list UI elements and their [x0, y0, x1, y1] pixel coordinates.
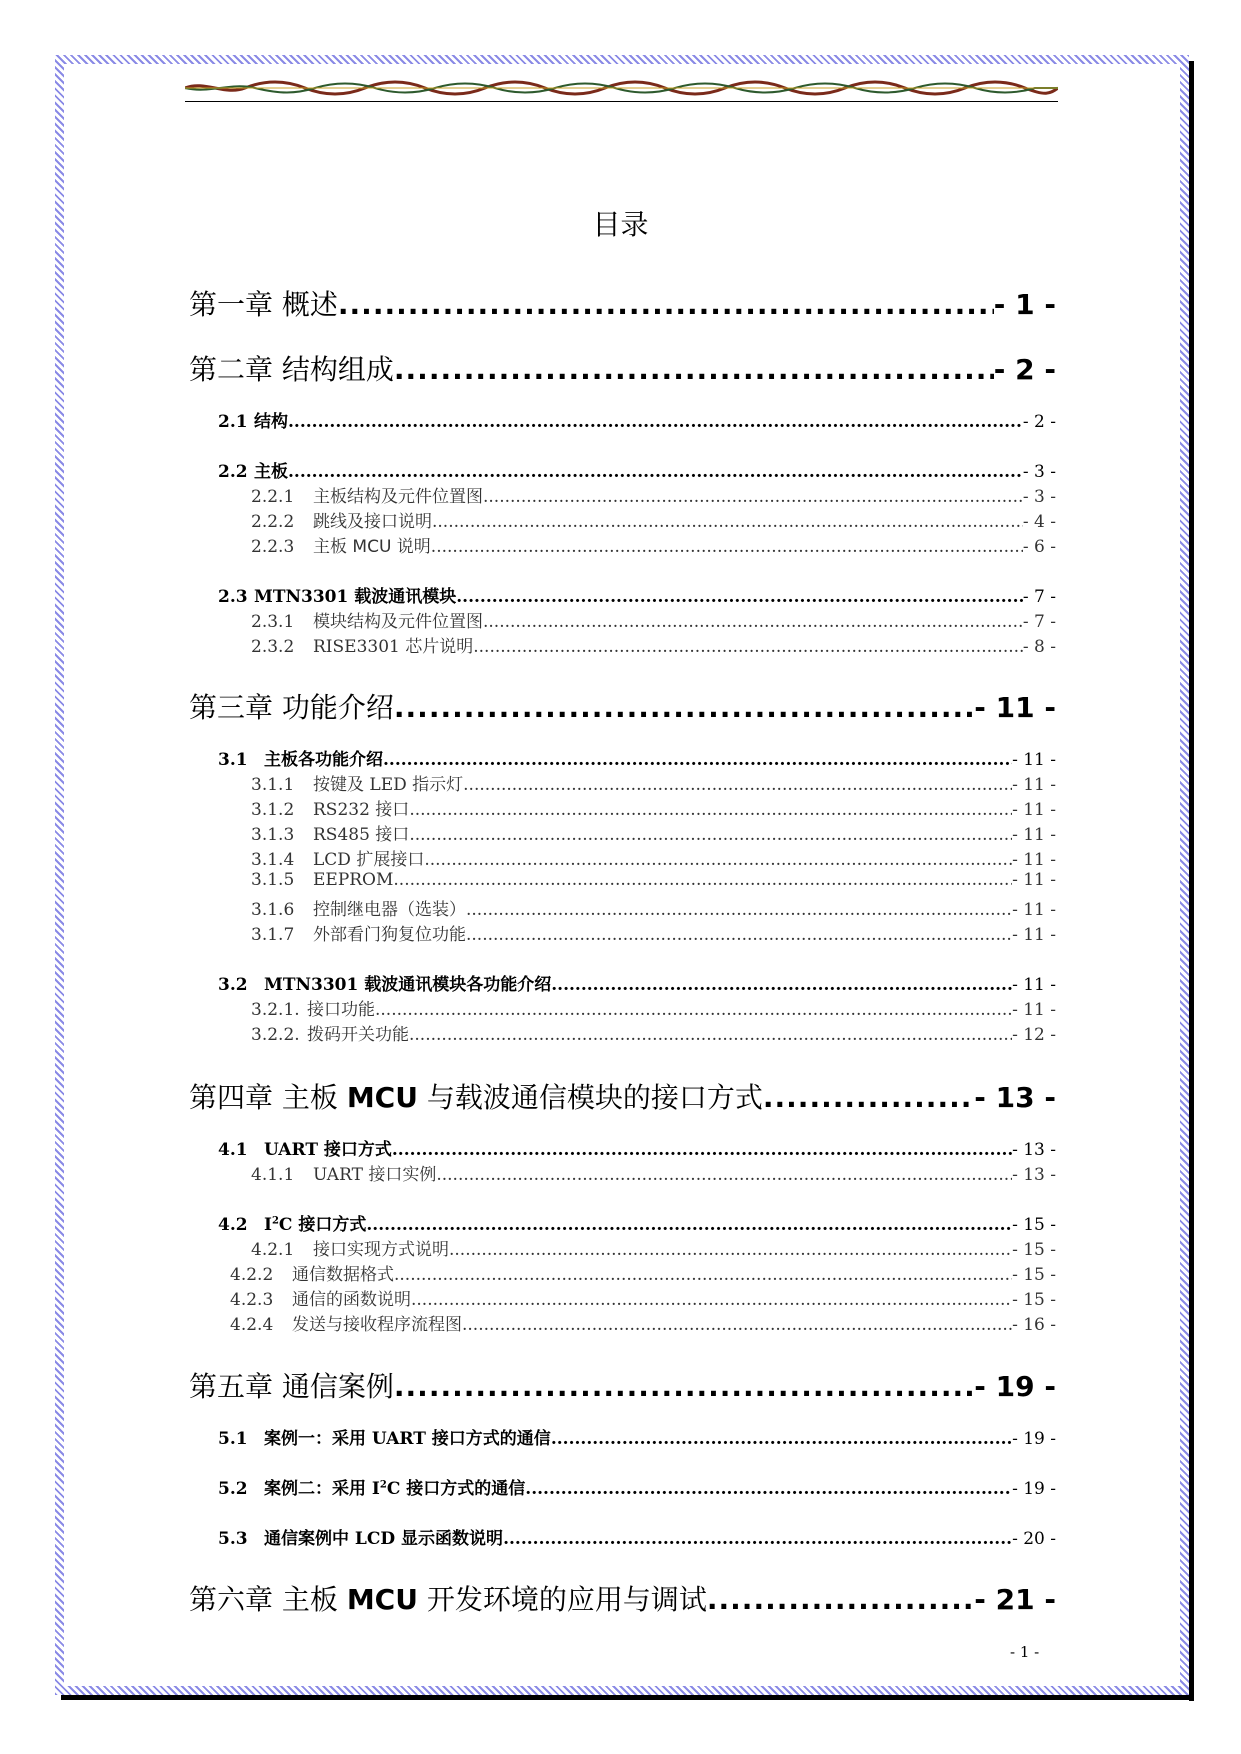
section-page: - 19 - [1012, 1479, 1056, 1499]
dot-leader [394, 691, 974, 724]
dot-leader [707, 1583, 974, 1616]
dot-leader [551, 1429, 1012, 1449]
subsection-title: 发送与接收程序流程图 [292, 1315, 462, 1335]
subsection-page: - 11 - [1012, 850, 1056, 870]
subsection-title: LCD 扩展接口 [313, 850, 425, 870]
page-border-shadow-bottom [61, 1695, 1194, 1700]
chapter-title: 第二章 结构组成 [189, 353, 394, 386]
subsection-title-mcu: MCU [352, 537, 392, 557]
subsection-page: - 11 - [1012, 1000, 1056, 1020]
subsection-title: UART 接口实例 [313, 1165, 437, 1185]
subsection-page: - 11 - [1012, 925, 1056, 945]
chapter-page: - 11 - [974, 691, 1056, 724]
subsection-page: - 11 - [1012, 870, 1056, 890]
dot-leader [394, 353, 994, 386]
subsection-number: 3.1.4 [251, 850, 295, 870]
subsection-title: 模块结构及元件位置图 [313, 612, 483, 632]
dot-leader [503, 1529, 1012, 1549]
toc-section-5-3[interactable] [218, 1524, 1056, 1549]
subsection-title: RS232 接口 [313, 800, 410, 820]
subsection-page: - 11 - [1012, 800, 1056, 820]
dot-leader [288, 412, 1023, 432]
dot-leader [431, 537, 1023, 557]
dot-leader [366, 1215, 1012, 1235]
section-page: - 2 - [1022, 412, 1056, 432]
toc-subsection-2-3-2[interactable] [251, 632, 1056, 657]
subsection-number: 4.2.4 [230, 1315, 274, 1335]
subsection-title: 拨码开关功能 [307, 1025, 409, 1045]
section-number: 5.3 [218, 1529, 248, 1549]
subsection-title: 通信数据格式 [292, 1265, 394, 1285]
subsection-title: 按键及 LED 指示灯 [313, 775, 464, 795]
section-number: 2.2 [218, 462, 248, 482]
dot-leader [436, 1165, 1012, 1185]
toc-subsection-3-1-6[interactable] [251, 895, 1056, 920]
subsection-number: 3.1.2 [251, 800, 295, 820]
dot-leader [483, 612, 1023, 632]
subsection-title: 接口实现方式说明 [313, 1240, 449, 1260]
toc-subsection-3-2-2[interactable] [251, 1020, 1056, 1045]
subsection-title: RS485 接口 [313, 825, 410, 845]
dot-leader [432, 512, 1023, 532]
subsection-page: - 3 - [1022, 487, 1056, 507]
toc-chapter-3[interactable] [189, 686, 1056, 726]
toc-subsection-3-1-3[interactable] [251, 820, 1056, 845]
dot-leader [392, 1140, 1012, 1160]
section-title: 结构 [254, 412, 288, 432]
section-number: 3.2 [218, 975, 248, 995]
section-title: 通信案例中 LCD 显示函数说明 [264, 1529, 504, 1549]
subsection-title: EEPROM [313, 870, 394, 890]
section-number: 5.2 [218, 1479, 248, 1499]
subsection-title-suffix: 说明 [396, 537, 431, 557]
chapter-title: 第一章 概述 [189, 288, 338, 321]
toc-subsection-2-2-3[interactable] [251, 532, 1056, 557]
toc-subsection-3-1-1[interactable] [251, 770, 1056, 795]
toc-chapter-5[interactable] [189, 1365, 1056, 1405]
dot-leader [551, 975, 1012, 995]
toc-chapter-4[interactable] [189, 1076, 1056, 1116]
section-title: I [264, 1215, 272, 1235]
subsection-page: - 6 - [1022, 537, 1056, 557]
subsection-page: - 13 - [1012, 1165, 1056, 1185]
dot-leader [466, 900, 1012, 920]
subsection-page: - 4 - [1022, 512, 1056, 532]
subsection-title: RISE3301 芯片说明 [313, 637, 474, 657]
subsection-number: 2.2.1 [251, 487, 295, 507]
subsection-number: 3.1.5 [251, 870, 295, 890]
section-title-suffix: C 接口方式 [278, 1215, 367, 1235]
dot-leader [409, 825, 1012, 845]
toc-section-4-1[interactable] [218, 1135, 1056, 1160]
subsection-number: 3.1.6 [251, 900, 295, 920]
subsection-page: - 15 - [1012, 1265, 1056, 1285]
toc-subsection-3-2-1[interactable] [251, 995, 1056, 1020]
subsection-page: - 11 - [1012, 825, 1056, 845]
subsection-title: 通信的函数说明 [292, 1290, 411, 1310]
subsection-number: 3.1.1 [251, 775, 295, 795]
subsection-number: 4.1.1 [251, 1165, 295, 1185]
chapter-title: 第四章 主板 [189, 1081, 338, 1114]
dot-leader [483, 487, 1023, 507]
toc-subsection-4-2-2[interactable] [230, 1260, 1056, 1285]
dot-leader [394, 1370, 974, 1403]
subsection-number: 2.2.3 [251, 537, 295, 557]
dot-leader [466, 925, 1012, 945]
dot-leader [394, 1265, 1012, 1285]
section-page: - 20 - [1012, 1529, 1056, 1549]
subsection-title: 外部看门狗复位功能 [313, 925, 466, 945]
dot-leader [383, 750, 1012, 770]
subsection-page: - 11 - [1012, 775, 1056, 795]
toc-section-2-2[interactable] [218, 457, 1056, 482]
chapter-title: 第六章 主板 [189, 1583, 338, 1616]
toc-subsection-4-2-1[interactable] [251, 1235, 1056, 1260]
subsection-number: 3.1.7 [251, 925, 295, 945]
section-number: 3.1 [218, 750, 248, 770]
subsection-number: 2.3.1 [251, 612, 295, 632]
section-number: 4.1 [218, 1140, 248, 1160]
toc-title: 目录 [592, 208, 649, 241]
dot-leader [449, 1240, 1012, 1260]
section-page: - 15 - [1012, 1215, 1056, 1235]
subsection-number: 4.2.1 [251, 1240, 295, 1260]
section-page: - 19 - [1012, 1429, 1056, 1449]
subsection-number: 3.2.2. [251, 1025, 300, 1045]
section-page: - 11 - [1012, 750, 1056, 770]
section-title: 案例二：采用 I [264, 1479, 380, 1499]
subsection-number: 4.2.3 [230, 1290, 274, 1310]
chapter-title: 第三章 功能介绍 [189, 691, 394, 724]
dot-leader [409, 800, 1012, 820]
section-page: - 13 - [1012, 1140, 1056, 1160]
toc-section-2-3[interactable] [218, 582, 1056, 607]
subsection-page: - 15 - [1012, 1290, 1056, 1310]
chapter-title-mcu: MCU [346, 1081, 418, 1114]
toc-chapter-6[interactable] [189, 1578, 1056, 1618]
dot-leader [411, 1290, 1012, 1310]
toc-section-3-2[interactable] [218, 970, 1056, 995]
section-number: 5.1 [218, 1429, 248, 1449]
toc-subsection-3-1-5[interactable] [251, 870, 1056, 890]
subsection-page: - 8 - [1022, 637, 1056, 657]
dot-leader [763, 1081, 974, 1114]
toc-chapter-1[interactable] [189, 283, 1056, 323]
section-title: 主板各功能介绍 [264, 750, 383, 770]
subsection-number: 2.2.2 [251, 512, 295, 532]
toc-subsection-4-2-4[interactable] [230, 1310, 1056, 1335]
toc-subsection-4-1-1[interactable] [251, 1160, 1056, 1185]
page-number: - 1 - [1010, 1643, 1040, 1661]
subsection-page: - 11 - [1012, 900, 1056, 920]
subsection-page: - 12 - [1012, 1025, 1056, 1045]
subsection-title: 跳线及接口说明 [313, 512, 432, 532]
toc-chapter-2[interactable] [189, 348, 1056, 388]
subsection-title: 主板 [313, 537, 347, 557]
section-number: 2.1 [218, 412, 248, 432]
page-border-shadow-right [1189, 61, 1194, 1701]
section-title: 案例一：采用 UART 接口方式的通信 [264, 1429, 551, 1449]
toc-subsection-3-1-2[interactable] [251, 795, 1056, 820]
subsection-number: 4.2.2 [230, 1265, 274, 1285]
toc-section-5-2[interactable] [218, 1474, 1056, 1499]
dot-leader [375, 1000, 1012, 1020]
section-title-suffix: C 接口方式的通信 [386, 1479, 526, 1499]
dot-leader [462, 1315, 1012, 1335]
toc-subsection-2-3-1[interactable] [251, 607, 1056, 632]
toc-subsection-2-2-2[interactable] [251, 507, 1056, 532]
subsection-page: - 16 - [1012, 1315, 1056, 1335]
toc-section-4-2[interactable] [218, 1210, 1056, 1235]
chapter-title-mcu: MCU [346, 1583, 418, 1616]
section-page: - 3 - [1022, 462, 1056, 482]
section-title: MTN3301 载波通讯模块各功能介绍 [264, 975, 552, 995]
subsection-page: - 15 - [1012, 1240, 1056, 1260]
chapter-page: - 19 - [974, 1370, 1056, 1403]
superscript: 2 [271, 1215, 279, 1227]
dot-leader [338, 288, 994, 321]
section-title: UART 接口方式 [264, 1140, 392, 1160]
subsection-number: 2.3.2 [251, 637, 295, 657]
dot-leader [424, 850, 1012, 870]
section-title: 主板 [254, 462, 288, 482]
dot-leader [463, 775, 1012, 795]
toc-section-5-1[interactable] [218, 1424, 1056, 1449]
dot-leader [409, 1025, 1012, 1045]
dot-leader [525, 1479, 1012, 1499]
section-title: MTN3301 载波通讯模块 [254, 587, 457, 607]
toc-section-2-1[interactable] [218, 407, 1056, 432]
subsection-title: 主板结构及元件位置图 [313, 487, 483, 507]
chapter-title-suffix: 开发环境的应用与调试 [426, 1583, 707, 1616]
chapter-page: - 2 - [993, 353, 1056, 386]
chapter-page: - 13 - [974, 1081, 1056, 1114]
section-page: - 11 - [1012, 975, 1056, 995]
chapter-page: - 1 - [993, 288, 1056, 321]
chapter-title: 第五章 通信案例 [189, 1370, 394, 1403]
toc-subsection-4-2-3[interactable] [230, 1285, 1056, 1310]
toc-subsection-2-2-1[interactable] [251, 482, 1056, 507]
dot-leader [288, 462, 1023, 482]
subsection-title: 控制继电器（选装） [313, 900, 466, 920]
section-number: 4.2 [218, 1215, 248, 1235]
header-rule [185, 101, 1058, 102]
subsection-number: 3.2.1. [251, 1000, 300, 1020]
section-number: 2.3 [218, 587, 248, 607]
subsection-title: 接口功能 [307, 1000, 375, 1020]
subsection-number: 3.1.3 [251, 825, 295, 845]
chapter-page: - 21 - [974, 1583, 1056, 1616]
chapter-title-suffix: 与载波通信模块的接口方式 [426, 1081, 763, 1114]
dot-leader [473, 637, 1023, 657]
dot-leader [393, 870, 1012, 890]
superscript: 2 [379, 1479, 387, 1491]
toc-section-3-1[interactable] [218, 745, 1056, 770]
header-ornament [185, 78, 1058, 98]
dot-leader [456, 587, 1023, 607]
subsection-page: - 7 - [1022, 612, 1056, 632]
toc-subsection-3-1-7[interactable] [251, 920, 1056, 945]
toc-subsection-3-1-4[interactable] [251, 845, 1056, 870]
section-page: - 7 - [1022, 587, 1056, 607]
